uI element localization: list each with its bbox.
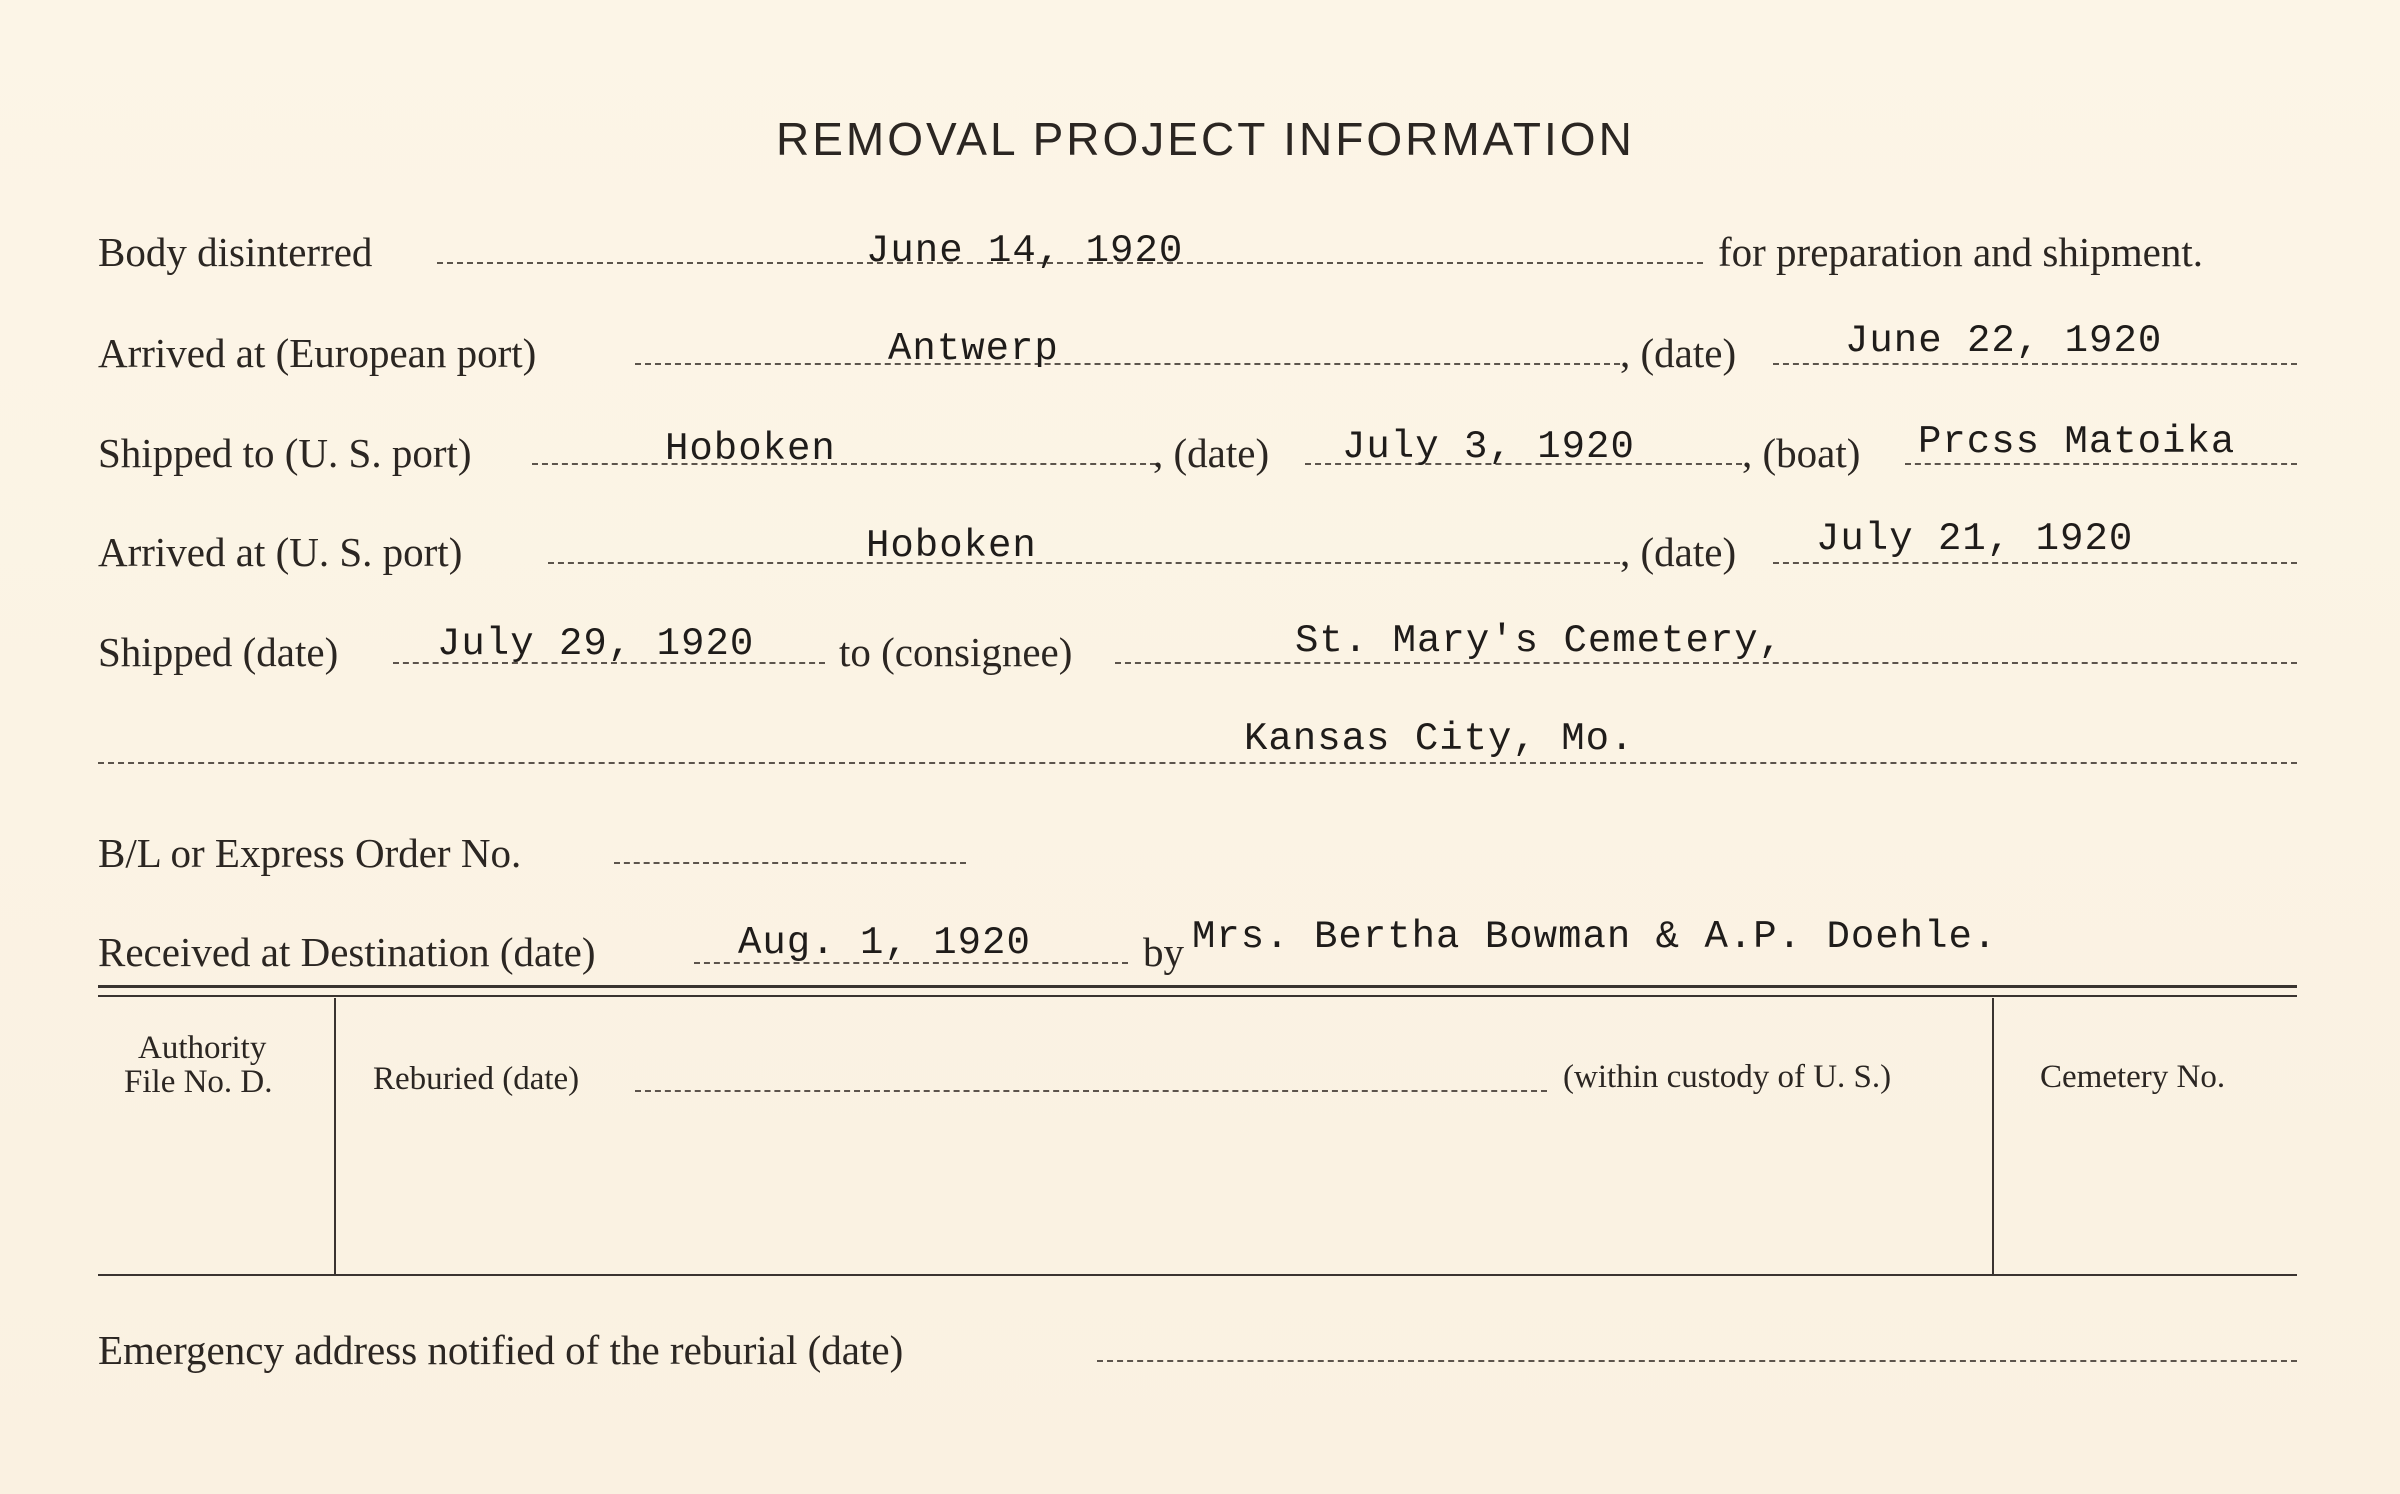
consignee-continuation-line: [98, 762, 2297, 764]
reburied-label: Reburied (date): [373, 1061, 580, 1097]
bl-line: [614, 862, 966, 864]
double-rule-top: [98, 985, 2297, 988]
authority-label-line1: Authority: [138, 1030, 267, 1066]
arrived-us-date: July 21, 1920: [1816, 517, 2134, 561]
european-port-value: Antwerp: [888, 327, 1059, 371]
boat-value: Prcss Matoika: [1918, 420, 2236, 464]
reburied-line: [635, 1090, 1547, 1092]
european-port-date: June 22, 1920: [1845, 319, 2163, 363]
boat-label: , (boat): [1742, 430, 1861, 476]
consignee-line-2: Kansas City, Mo.: [1244, 717, 1635, 761]
shipped-us-date-label: , (date): [1153, 430, 1270, 476]
box-bottom-rule: [98, 1274, 2297, 1276]
emergency-line: [1097, 1360, 2297, 1362]
body-disinterred-label: Body disinterred: [98, 229, 373, 275]
arrived-us-date-line: [1773, 562, 2297, 564]
arrived-us-port-label: Arrived at (U. S. port): [98, 529, 463, 575]
european-port-label: Arrived at (European port): [98, 330, 537, 376]
arrived-us-port-value: Hoboken: [866, 524, 1037, 568]
received-date: Aug. 1, 1920: [738, 921, 1031, 965]
shipped-date-value: July 29, 1920: [437, 622, 755, 666]
received-by-label: by: [1143, 929, 1184, 975]
shipped-us-port-label: Shipped to (U. S. port): [98, 430, 472, 476]
european-port-line: [635, 363, 1620, 365]
arrived-us-port-line: [548, 562, 1620, 564]
body-disinterred-suffix: for preparation and shipment.: [1718, 229, 2204, 275]
box-divider-right: [1992, 998, 1994, 1274]
arrived-us-date-label: , (date): [1620, 529, 1737, 575]
received-by-value: Mrs. Bertha Bowman & A.P. Doehle.: [1192, 915, 1998, 959]
custody-label: (within custody of U. S.): [1563, 1059, 1892, 1095]
emergency-label: Emergency address notified of the reburial (date): [98, 1327, 904, 1373]
authority-label-line2: File No. D.: [124, 1064, 273, 1100]
consignee-line-1: St. Mary's Cemetery,: [1295, 619, 1784, 663]
shipped-us-port-line: [532, 463, 1156, 465]
shipped-date-label: Shipped (date): [98, 629, 339, 675]
cemetery-no-label: Cemetery No.: [2040, 1059, 2226, 1095]
body-disinterred-value: June 14, 1920: [866, 229, 1184, 273]
double-rule-bottom: [98, 995, 2297, 997]
received-label: Received at Destination (date): [98, 929, 596, 975]
european-port-date-line: [1773, 363, 2297, 365]
shipped-us-port-value: Hoboken: [665, 427, 836, 471]
box-divider-left: [334, 998, 336, 1274]
form-title: REMOVAL PROJECT INFORMATION: [776, 113, 1635, 165]
european-port-date-label: , (date): [1620, 330, 1737, 376]
consignee-label: to (consignee): [839, 629, 1073, 675]
bl-label: B/L or Express Order No.: [98, 830, 522, 876]
shipped-us-date: July 3, 1920: [1342, 425, 1635, 469]
